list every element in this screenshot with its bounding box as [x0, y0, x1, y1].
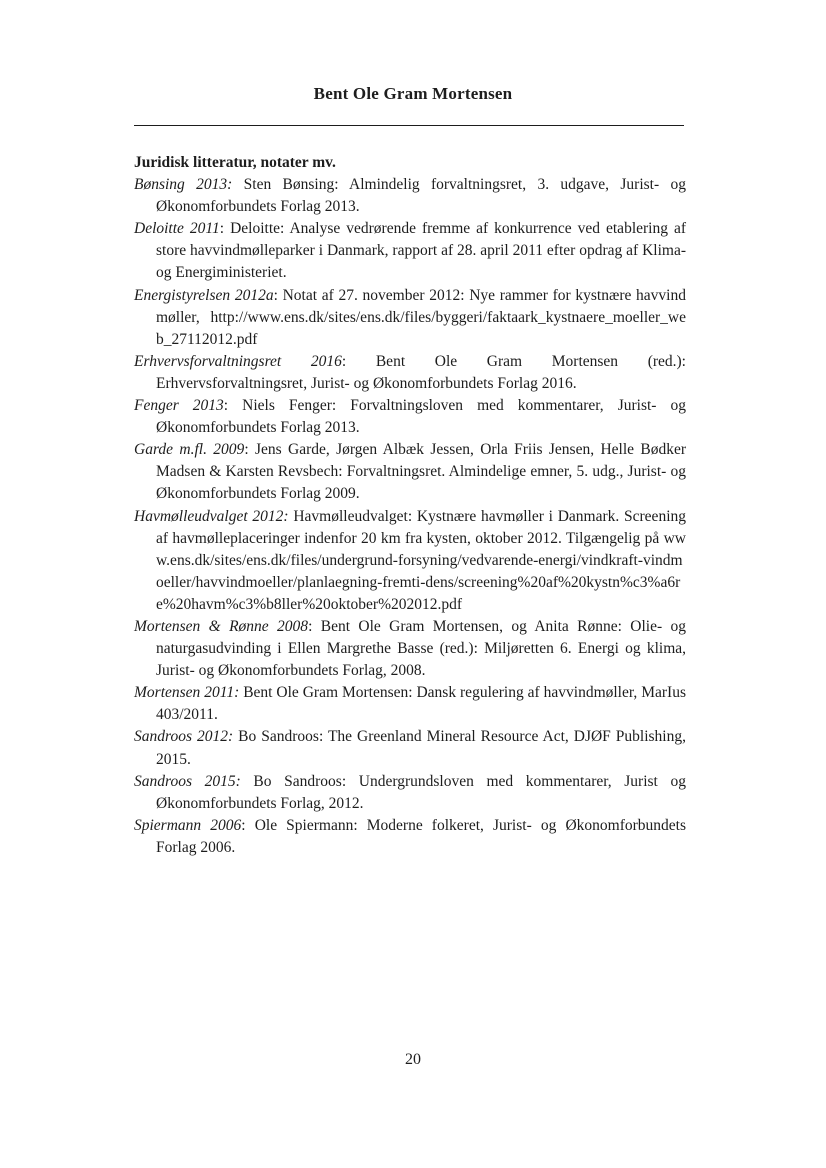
- entry-key: Spiermann 2006: [134, 816, 242, 834]
- entry-text: Havmølleudvalget: Kystnære havmøller i Danmark. Screening af havmølleplaceringer indenfor 20 km fra kysten, oktober 2012. Tilgængelig på www.ens.dk/sites/ens.dk/files/undergrund-forsyning/vedvarende-energi/vindkraft-vindmoeller/havvindmoeller/planlaegning-fremti-dens/screening%20af%20kystn%c3%a6re%20havm%c3%b8ller%20oktober%202012.pdf: [156, 507, 686, 613]
- bibliography-entry: [134, 771, 686, 815]
- entry-text: : Notat af 27. november 2012: Nye rammer for kystnære havvindmøller, http://www.ens.dk/sites/ens.dk/files/byggeri/faktaark_kystnaere_moeller_web_27112012.pdf: [156, 286, 686, 348]
- entry-key: Mortensen 2011:: [134, 684, 240, 702]
- bibliography-entry: [134, 218, 686, 284]
- entry-text: : Deloitte: Analyse vedrørende fremme af konkurrence ved etablering af store havvindmølleparker i Danmark, rapport af 28. april 2011 efter opdrag af Klima- og Energiministeriet.: [156, 220, 687, 282]
- entry-text: Bo Sandroos: The Greenland Mineral Resource Act, DJØF Publishing, 2015.: [156, 728, 686, 768]
- page-number: 20: [405, 1051, 421, 1068]
- entry-text: : Bent Ole Gram Mortensen, og Anita Rønne: Olie- og naturgasudvinding i Ellen Margrethe Basse (red.): Miljøretten 6. Energi og klima, Jurist- og Økonomforbundets Forlag, 2008.: [156, 617, 686, 680]
- running-header: Bent Ole Gram Mortensen: [313, 84, 513, 103]
- entry-text: Bo Sandroos: Undergrundsloven med kommentarer, Jurist og Økonomforbundets Forlag, 2012.: [156, 772, 686, 812]
- bibliography: [134, 152, 686, 859]
- entry-key: Fenger 2013: [134, 397, 224, 415]
- entry-text: : Ole Spiermann: Moderne folkeret, Jurist- og Økonomforbundets Forlag 2006.: [156, 816, 686, 856]
- entry-key: Erhvervsforvaltningsret 2016: [134, 352, 342, 370]
- entry-text: Sten Bønsing: Almindelig forvaltningsret, 3. udgave, Jurist- og Økonomforbundets Forlag 2013.: [156, 176, 686, 216]
- entry-key: Sandroos 2015:: [134, 772, 241, 790]
- entry-key: Mortensen & Rønne 2008: [134, 617, 309, 635]
- entry-key: Energistyrelsen 2012a: [134, 286, 274, 304]
- entry-text: Bent Ole Gram Mortensen: Dansk regulering af havvindmøller, MarIus 403/2011.: [156, 684, 686, 724]
- header-rule: [134, 125, 684, 126]
- entry-key: Havmølleudvalget 2012:: [134, 507, 289, 525]
- bibliography-entry: [134, 506, 686, 616]
- entry-text: : Bent Ole Gram Mortensen (red.): Erhvervsforvaltningsret, Jurist- og Økonomforbundets Forlag 2016.: [156, 352, 686, 392]
- bibliography-entry: [134, 726, 686, 770]
- bibliography-entry: [134, 174, 686, 218]
- entry-text: : Niels Fenger: Forvaltningsloven med kommentarer, Jurist- og Økonomforbundets Forlag 2013.: [156, 397, 686, 437]
- bibliography-entry: [134, 395, 686, 439]
- section-title: Juridisk litteratur, notater mv.: [134, 154, 336, 171]
- bibliography-entry: [134, 439, 686, 505]
- entry-key: Garde m.fl. 2009: [134, 441, 245, 459]
- bibliography-entry: [134, 351, 686, 395]
- entry-text: : Jens Garde, Jørgen Albæk Jessen, Orla Friis Jensen, Helle Bødker Madsen & Karsten Revsbech: Forvaltningsret. Almindelige emner, 5. udg., Jurist- og Økonomforbundets Forlag 2009.: [156, 441, 687, 503]
- bibliography-entry: [134, 285, 686, 351]
- entry-key: Bønsing 2013:: [134, 176, 233, 194]
- bibliography-entry: [134, 616, 686, 682]
- entry-key: Sandroos 2012:: [134, 728, 234, 746]
- entry-key: Deloitte 2011: [134, 220, 220, 238]
- bibliography-entry: [134, 682, 686, 726]
- bibliography-entry: [134, 815, 686, 859]
